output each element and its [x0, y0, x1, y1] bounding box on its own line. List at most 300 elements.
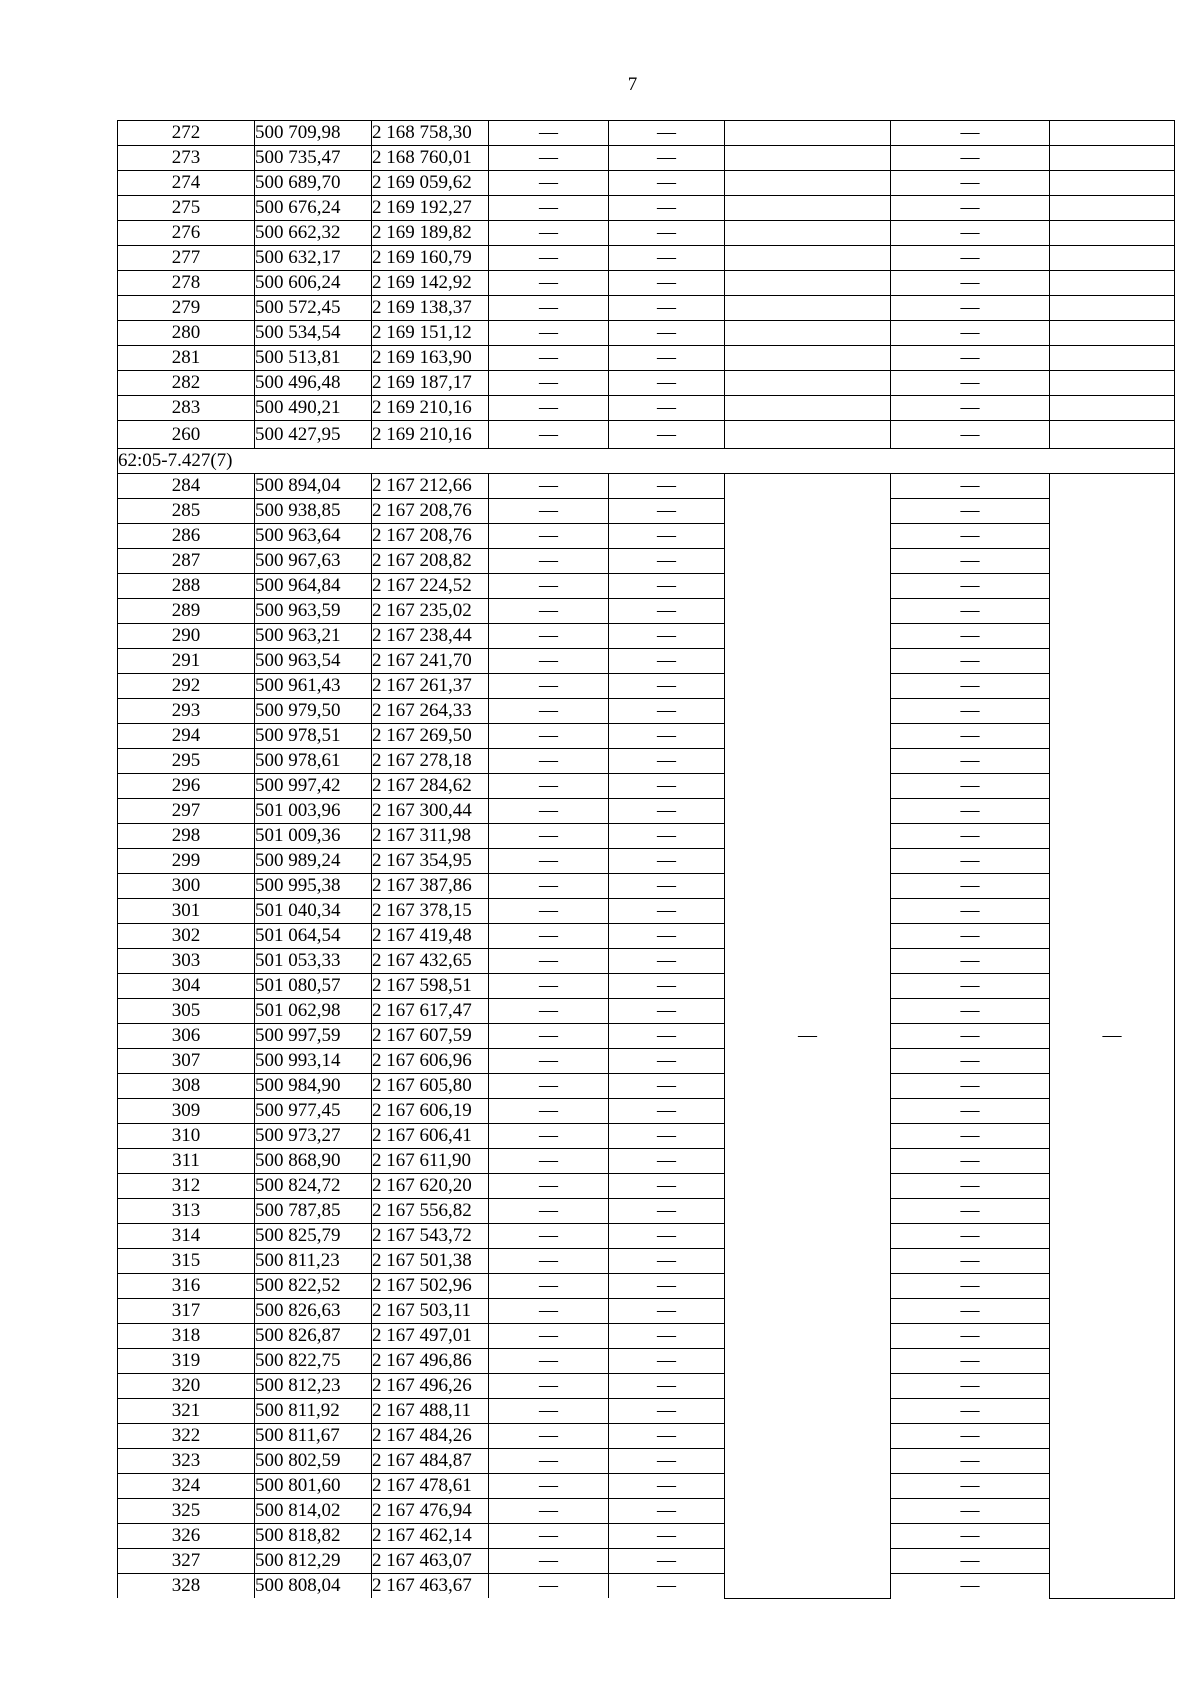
dash-cell: — [609, 599, 725, 624]
dash-cell: — [609, 1424, 725, 1449]
x-coordinate: 500 978,61 [255, 749, 372, 774]
point-number: 288 [118, 574, 255, 599]
table-row [118, 724, 1175, 749]
table-row [118, 1499, 1175, 1524]
dash-cell: — [609, 774, 725, 799]
x-coordinate: 500 818,82 [255, 1524, 372, 1549]
table-row [118, 121, 1175, 146]
dash-cell: — [489, 321, 609, 346]
table-row [118, 474, 1175, 499]
y-coordinate: 2 167 484,26 [372, 1424, 489, 1449]
point-number: 298 [118, 824, 255, 849]
blank-cell [725, 321, 891, 346]
dash-cell: — [489, 549, 609, 574]
point-number: 293 [118, 699, 255, 724]
dash-cell: — [609, 1249, 725, 1274]
dash-cell: — [489, 146, 609, 171]
table-row [118, 574, 1175, 599]
point-number: 286 [118, 524, 255, 549]
table-row [118, 549, 1175, 574]
x-coordinate: 500 811,92 [255, 1399, 372, 1424]
point-number: 312 [118, 1174, 255, 1199]
x-coordinate: 501 009,36 [255, 824, 372, 849]
dash-cell: — [609, 296, 725, 321]
dash-cell: — [891, 674, 1050, 699]
dash-cell: — [891, 824, 1050, 849]
point-number: 280 [118, 321, 255, 346]
y-coordinate: 2 167 419,48 [372, 924, 489, 949]
dash-cell: — [609, 396, 725, 421]
section-label: 62:05-7.427(7) [118, 449, 1175, 474]
dash-cell: — [609, 1149, 725, 1174]
x-coordinate: 500 808,04 [255, 1574, 372, 1599]
table-row [118, 1074, 1175, 1099]
dash-cell: — [609, 799, 725, 824]
x-coordinate: 500 938,85 [255, 499, 372, 524]
dash-cell: — [489, 474, 609, 499]
x-coordinate: 501 003,96 [255, 799, 372, 824]
point-number: 317 [118, 1299, 255, 1324]
y-coordinate: 2 167 300,44 [372, 799, 489, 824]
dash-cell: — [891, 949, 1050, 974]
dash-cell: — [891, 749, 1050, 774]
y-coordinate: 2 169 160,79 [372, 246, 489, 271]
point-number: 306 [118, 1024, 255, 1049]
dash-cell: — [609, 321, 725, 346]
point-number: 276 [118, 221, 255, 246]
dash-cell: — [489, 724, 609, 749]
dash-cell: — [609, 824, 725, 849]
dash-cell: — [609, 649, 725, 674]
point-number: 308 [118, 1074, 255, 1099]
dash-cell: — [489, 799, 609, 824]
x-coordinate: 500 676,24 [255, 196, 372, 221]
table-row [118, 246, 1175, 271]
section-row [118, 449, 1175, 474]
y-coordinate: 2 167 212,66 [372, 474, 489, 499]
dash-cell: — [891, 774, 1050, 799]
dash-cell: — [489, 1249, 609, 1274]
x-coordinate: 500 802,59 [255, 1449, 372, 1474]
x-coordinate: 500 993,14 [255, 1049, 372, 1074]
dash-cell: — [891, 1349, 1050, 1374]
dash-cell: — [891, 146, 1050, 171]
x-coordinate: 500 977,45 [255, 1099, 372, 1124]
y-coordinate: 2 167 235,02 [372, 599, 489, 624]
coordinates-table-body [118, 121, 1175, 1599]
x-coordinate: 500 812,29 [255, 1549, 372, 1574]
y-coordinate: 2 168 758,30 [372, 121, 489, 146]
table-row [118, 974, 1175, 999]
y-coordinate: 2 167 607,59 [372, 1024, 489, 1049]
dash-cell: — [891, 421, 1050, 449]
dash-cell: — [609, 1449, 725, 1474]
dash-cell: — [609, 421, 725, 449]
x-coordinate: 500 984,90 [255, 1074, 372, 1099]
y-coordinate: 2 167 387,86 [372, 874, 489, 899]
table-row [118, 1474, 1175, 1499]
blank-cell [1050, 196, 1175, 221]
dash-cell: — [891, 974, 1050, 999]
dash-cell: — [489, 396, 609, 421]
y-coordinate: 2 167 224,52 [372, 574, 489, 599]
dash-cell: — [609, 1349, 725, 1374]
dash-cell: — [489, 421, 609, 449]
point-number: 272 [118, 121, 255, 146]
dash-cell: — [489, 1199, 609, 1224]
dash-cell: — [609, 574, 725, 599]
dash-cell: — [489, 1549, 609, 1574]
dash-cell: — [609, 624, 725, 649]
table-row [118, 1324, 1175, 1349]
point-number: 275 [118, 196, 255, 221]
x-coordinate: 500 995,38 [255, 874, 372, 899]
dash-cell: — [489, 1374, 609, 1399]
y-coordinate: 2 167 503,11 [372, 1299, 489, 1324]
point-number: 284 [118, 474, 255, 499]
blank-cell [1050, 171, 1175, 196]
dash-cell: — [891, 171, 1050, 196]
table-row [118, 524, 1175, 549]
y-coordinate: 2 169 151,12 [372, 321, 489, 346]
dash-cell: — [891, 1249, 1050, 1274]
x-coordinate: 500 822,52 [255, 1274, 372, 1299]
dash-cell: — [609, 121, 725, 146]
dash-cell: — [609, 271, 725, 296]
dash-cell: — [891, 196, 1050, 221]
dash-cell: — [891, 999, 1050, 1024]
dash-cell: — [489, 1399, 609, 1424]
x-coordinate: 500 826,87 [255, 1324, 372, 1349]
y-coordinate: 2 167 606,41 [372, 1124, 489, 1149]
dash-cell: — [609, 1024, 725, 1049]
blank-cell [725, 421, 891, 449]
dash-cell: — [891, 524, 1050, 549]
point-number: 322 [118, 1424, 255, 1449]
dash-cell: — [609, 346, 725, 371]
dash-cell: — [489, 624, 609, 649]
dash-cell: — [891, 849, 1050, 874]
dash-cell: — [489, 296, 609, 321]
point-number: 290 [118, 624, 255, 649]
blank-cell [1050, 246, 1175, 271]
y-coordinate: 2 167 462,14 [372, 1524, 489, 1549]
dash-cell: — [609, 1324, 725, 1349]
dash-cell: — [609, 524, 725, 549]
dash-cell: — [891, 221, 1050, 246]
blank-cell [725, 371, 891, 396]
x-coordinate: 500 513,81 [255, 346, 372, 371]
y-coordinate: 2 167 543,72 [372, 1224, 489, 1249]
point-number: 291 [118, 649, 255, 674]
dash-cell: — [489, 1424, 609, 1449]
dash-cell: — [489, 599, 609, 624]
blank-cell [725, 171, 891, 196]
table-row [118, 371, 1175, 396]
x-coordinate: 500 963,59 [255, 599, 372, 624]
y-coordinate: 2 167 606,19 [372, 1099, 489, 1124]
point-number: 304 [118, 974, 255, 999]
dash-cell: — [609, 246, 725, 271]
y-coordinate: 2 167 208,76 [372, 524, 489, 549]
blank-cell [1050, 121, 1175, 146]
table-row [118, 296, 1175, 321]
y-coordinate: 2 167 484,87 [372, 1449, 489, 1474]
blank-cell [1050, 321, 1175, 346]
table-row [118, 499, 1175, 524]
x-coordinate: 500 812,23 [255, 1374, 372, 1399]
point-number: 300 [118, 874, 255, 899]
point-number: 305 [118, 999, 255, 1024]
table-row [118, 824, 1175, 849]
dash-cell: — [891, 271, 1050, 296]
dash-cell: — [609, 749, 725, 774]
dash-cell: — [489, 974, 609, 999]
x-coordinate: 500 534,54 [255, 321, 372, 346]
x-coordinate: 500 824,72 [255, 1174, 372, 1199]
dash-cell: — [609, 474, 725, 499]
x-coordinate: 500 490,21 [255, 396, 372, 421]
dash-cell: — [489, 271, 609, 296]
y-coordinate: 2 167 476,94 [372, 1499, 489, 1524]
dash-cell: — [891, 1324, 1050, 1349]
table-row [118, 171, 1175, 196]
point-number: 302 [118, 924, 255, 949]
dash-cell: — [489, 1349, 609, 1374]
dash-cell: — [489, 1174, 609, 1199]
point-number: 295 [118, 749, 255, 774]
x-coordinate: 500 894,04 [255, 474, 372, 499]
table-row [118, 221, 1175, 246]
dash-cell: — [891, 1399, 1050, 1424]
dash-cell: — [609, 1099, 725, 1124]
dash-cell: — [891, 1074, 1050, 1099]
dash-cell: — [489, 924, 609, 949]
dash-cell: — [891, 1199, 1050, 1224]
x-coordinate: 500 811,67 [255, 1424, 372, 1449]
y-coordinate: 2 167 354,95 [372, 849, 489, 874]
dash-cell: — [489, 824, 609, 849]
dash-cell: — [609, 899, 725, 924]
point-number: 296 [118, 774, 255, 799]
table-row [118, 674, 1175, 699]
table-row [118, 999, 1175, 1024]
dash-cell: — [609, 1524, 725, 1549]
x-coordinate: 500 814,02 [255, 1499, 372, 1524]
y-coordinate: 2 167 463,67 [372, 1574, 489, 1599]
table-row [118, 849, 1175, 874]
dash-cell: — [891, 574, 1050, 599]
point-number: 309 [118, 1099, 255, 1124]
x-coordinate: 500 978,51 [255, 724, 372, 749]
y-coordinate: 2 167 463,07 [372, 1549, 489, 1574]
blank-cell [1050, 221, 1175, 246]
x-coordinate: 500 662,32 [255, 221, 372, 246]
dash-cell: — [489, 849, 609, 874]
dash-cell: — [891, 1499, 1050, 1524]
dash-cell: — [489, 1324, 609, 1349]
dash-cell: — [489, 649, 609, 674]
point-number: 316 [118, 1274, 255, 1299]
x-coordinate: 501 062,98 [255, 999, 372, 1024]
point-number: 292 [118, 674, 255, 699]
table-row [118, 699, 1175, 724]
point-number: 318 [118, 1324, 255, 1349]
dash-cell: — [489, 246, 609, 271]
dash-cell: — [609, 674, 725, 699]
y-coordinate: 2 167 496,26 [372, 1374, 489, 1399]
y-coordinate: 2 167 261,37 [372, 674, 489, 699]
point-number: 311 [118, 1149, 255, 1174]
x-coordinate: 500 963,54 [255, 649, 372, 674]
table-row [118, 949, 1175, 974]
x-coordinate: 500 735,47 [255, 146, 372, 171]
table-row [118, 599, 1175, 624]
dash-cell: — [609, 1574, 725, 1599]
dash-cell: — [891, 1274, 1050, 1299]
dash-cell: — [609, 849, 725, 874]
dash-cell: — [489, 749, 609, 774]
blank-cell [725, 346, 891, 371]
dash-cell: — [891, 1474, 1050, 1499]
point-number: 314 [118, 1224, 255, 1249]
dash-cell: — [489, 1474, 609, 1499]
point-number: 320 [118, 1374, 255, 1399]
dash-cell: — [891, 1299, 1050, 1324]
table-row [118, 1299, 1175, 1324]
point-number: 315 [118, 1249, 255, 1274]
x-coordinate: 500 961,43 [255, 674, 372, 699]
dash-cell: — [609, 1124, 725, 1149]
dash-cell: — [891, 1574, 1050, 1599]
table-row [118, 924, 1175, 949]
y-coordinate: 2 169 142,92 [372, 271, 489, 296]
dash-cell: — [891, 899, 1050, 924]
dash-cell: — [891, 1524, 1050, 1549]
dash-cell: — [489, 1224, 609, 1249]
y-coordinate: 2 167 269,50 [372, 724, 489, 749]
y-coordinate: 2 167 208,82 [372, 549, 489, 574]
point-number: 299 [118, 849, 255, 874]
dash-cell: — [891, 724, 1050, 749]
dash-cell: — [489, 1499, 609, 1524]
table-row [118, 346, 1175, 371]
table-row [118, 1399, 1175, 1424]
dash-cell: — [489, 674, 609, 699]
x-coordinate: 501 053,33 [255, 949, 372, 974]
dash-cell: — [609, 999, 725, 1024]
dash-cell: — [609, 171, 725, 196]
point-number: 283 [118, 396, 255, 421]
y-coordinate: 2 167 264,33 [372, 699, 489, 724]
dash-cell: — [489, 874, 609, 899]
blank-cell [725, 196, 891, 221]
dash-cell: — [609, 874, 725, 899]
point-number: 326 [118, 1524, 255, 1549]
dash-cell: — [609, 1299, 725, 1324]
x-coordinate: 500 826,63 [255, 1299, 372, 1324]
point-number: 325 [118, 1499, 255, 1524]
x-coordinate: 501 064,54 [255, 924, 372, 949]
dash-cell: — [489, 949, 609, 974]
dash-cell: — [489, 1124, 609, 1149]
point-number: 287 [118, 549, 255, 574]
dash-cell: — [489, 221, 609, 246]
dash-cell: — [609, 1399, 725, 1424]
table-row [118, 1224, 1175, 1249]
y-coordinate: 2 167 605,80 [372, 1074, 489, 1099]
x-coordinate: 500 822,75 [255, 1349, 372, 1374]
x-coordinate: 500 787,85 [255, 1199, 372, 1224]
dash-cell: — [891, 346, 1050, 371]
y-coordinate: 2 167 617,47 [372, 999, 489, 1024]
blank-cell [725, 121, 891, 146]
table-row [118, 874, 1175, 899]
dash-cell: — [891, 371, 1050, 396]
dash-cell: — [891, 1224, 1050, 1249]
dash-cell: — [891, 321, 1050, 346]
dash-cell: — [609, 549, 725, 574]
point-number: 281 [118, 346, 255, 371]
dash-cell: — [891, 121, 1050, 146]
dash-cell: — [891, 599, 1050, 624]
dash-cell: — [609, 196, 725, 221]
dash-cell: — [891, 474, 1050, 499]
table-row [118, 774, 1175, 799]
dash-cell: — [489, 1299, 609, 1324]
blank-cell [725, 396, 891, 421]
table-row [118, 1524, 1175, 1549]
point-number: 274 [118, 171, 255, 196]
dash-cell: — [489, 1099, 609, 1124]
table-row [118, 1149, 1175, 1174]
dash-cell: — [489, 699, 609, 724]
table-row [118, 1274, 1175, 1299]
point-number: 260 [118, 421, 255, 449]
dash-cell: — [609, 1499, 725, 1524]
dash-cell: — [489, 499, 609, 524]
table-row [118, 421, 1175, 449]
dash-cell: — [609, 1199, 725, 1224]
y-coordinate: 2 167 606,96 [372, 1049, 489, 1074]
x-coordinate: 501 080,57 [255, 974, 372, 999]
dash-cell: — [489, 1149, 609, 1174]
point-number: 273 [118, 146, 255, 171]
dash-cell: — [609, 699, 725, 724]
dash-cell: — [891, 1149, 1050, 1174]
dash-cell: — [609, 1074, 725, 1099]
x-coordinate: 500 963,64 [255, 524, 372, 549]
dash-cell: — [489, 774, 609, 799]
point-number: 301 [118, 899, 255, 924]
dash-cell: — [891, 624, 1050, 649]
dash-cell: — [891, 799, 1050, 824]
point-number: 327 [118, 1549, 255, 1574]
dash-cell: — [489, 121, 609, 146]
table-row [118, 899, 1175, 924]
y-coordinate: 2 167 241,70 [372, 649, 489, 674]
y-coordinate: 2 167 278,18 [372, 749, 489, 774]
dash-cell: — [609, 949, 725, 974]
x-coordinate: 500 572,45 [255, 296, 372, 321]
coordinates-table [117, 120, 1175, 1599]
x-coordinate: 500 606,24 [255, 271, 372, 296]
y-coordinate: 2 167 611,90 [372, 1149, 489, 1174]
point-number: 285 [118, 499, 255, 524]
dash-cell: — [891, 1174, 1050, 1199]
point-number: 289 [118, 599, 255, 624]
dash-cell: — [489, 196, 609, 221]
